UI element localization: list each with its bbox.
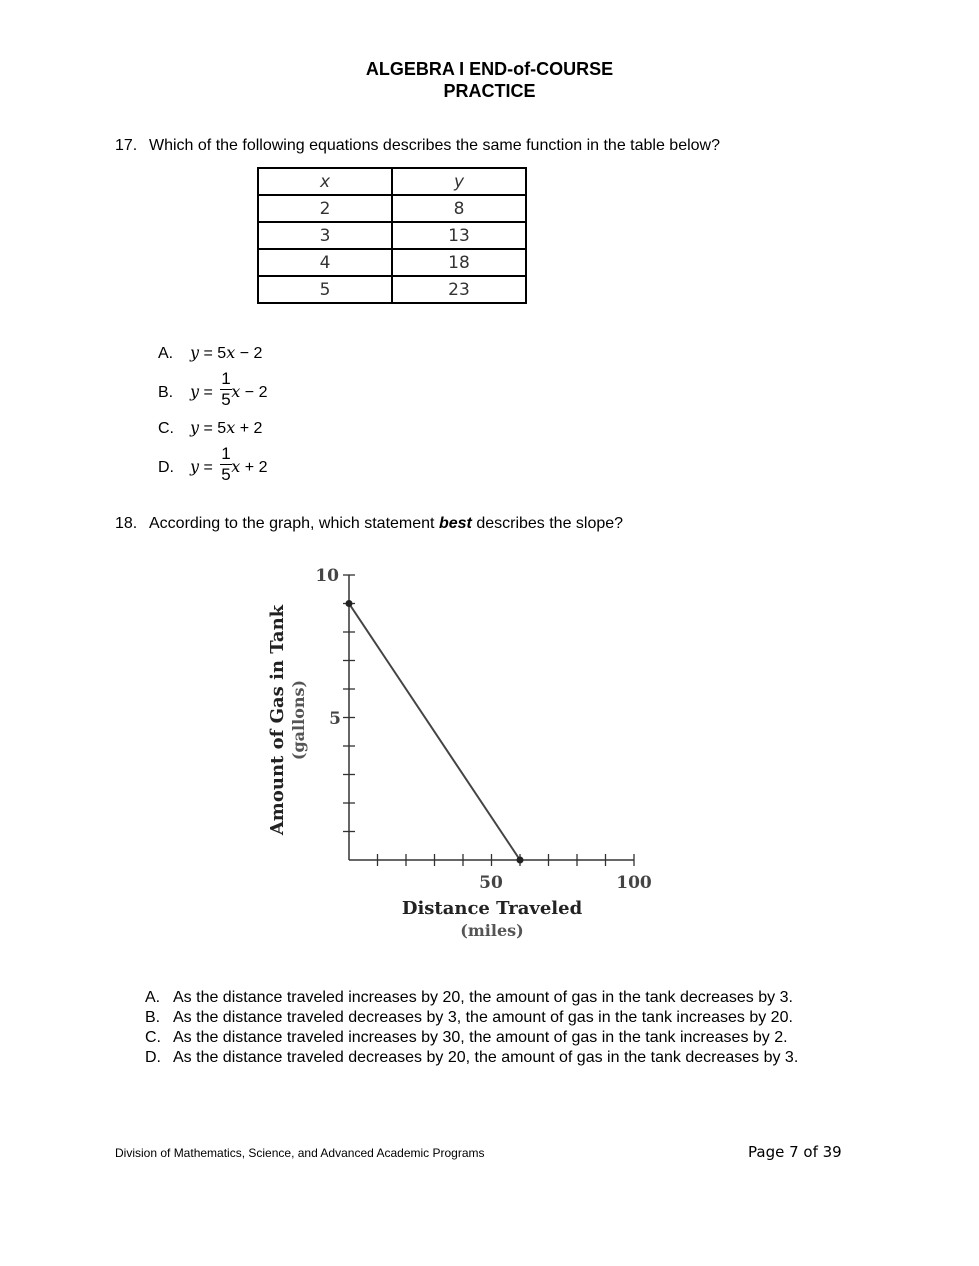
question-18-number: 18. — [115, 515, 138, 532]
choice-label: D. — [145, 1049, 161, 1066]
x-axis-label: Distance Traveled — [401, 898, 583, 919]
choice-label: C. — [158, 420, 174, 437]
table-cell: 3 — [258, 222, 392, 249]
x-axis-unit: (miles) — [460, 921, 524, 940]
y-axis-unit: (gallons) — [289, 679, 308, 761]
table-cell: 13 — [392, 222, 526, 249]
math-op: = — [203, 459, 213, 476]
question-17 — [115, 136, 720, 156]
table-header-x: x — [258, 168, 392, 195]
fraction-denominator: 5 — [221, 465, 231, 484]
xy-table — [257, 167, 527, 304]
footer-page-number: Page 7 of 39 — [748, 1143, 842, 1161]
q17-choice-a[interactable] — [158, 343, 262, 364]
choice-text: As the distance traveled increases by 20, the amount of gas in the tank decreases by 3. — [173, 989, 793, 1006]
choice-label: A. — [158, 345, 174, 362]
table-header-row — [258, 168, 526, 195]
q17-choice-b[interactable] — [158, 382, 267, 403]
math-const: 2 — [258, 459, 268, 476]
q17-choice-d[interactable] — [158, 457, 267, 478]
math-op: = — [203, 345, 213, 362]
choice-text: As the distance traveled increases by 30, the amount of gas in the tank increases by 2. — [173, 1029, 788, 1046]
choice-text: As the distance traveled decreases by 20, the amount of gas in the tank decreases by 3. — [173, 1049, 799, 1066]
q18-choice-d[interactable] — [145, 1048, 798, 1068]
math-var: y — [190, 343, 200, 362]
table-cell: 4 — [258, 249, 392, 276]
gas-distance-graph — [255, 560, 665, 950]
math-op: = — [203, 384, 213, 401]
choice-label: A. — [145, 989, 161, 1006]
math-const: 2 — [253, 345, 263, 362]
fraction-numerator: 1 — [221, 369, 231, 388]
question-18-emphasis: best — [438, 515, 472, 532]
math-const: 2 — [253, 420, 263, 437]
table-cell: 2 — [258, 195, 392, 222]
x-tick-label-100: 100 — [616, 873, 652, 893]
math-op: + — [244, 459, 255, 476]
math-var: x — [231, 457, 241, 476]
fraction-denominator: 5 — [221, 390, 231, 409]
y-axis-label: Amount of Gas in Tank — [267, 604, 288, 836]
math-op: = — [203, 420, 213, 437]
gas-line — [349, 604, 520, 861]
choice-label: C. — [145, 1029, 161, 1046]
math-var: x — [226, 418, 236, 437]
question-18-text: According to the graph, which statement — [149, 515, 435, 532]
math-op: − — [244, 384, 255, 401]
table-cell: 8 — [392, 195, 526, 222]
math-coef: 5 — [217, 345, 227, 362]
question-18 — [115, 514, 623, 534]
math-var: x — [231, 382, 241, 401]
x-tick-label-50: 50 — [479, 873, 503, 893]
choice-label: B. — [145, 1009, 161, 1026]
table-header-y: y — [392, 168, 526, 195]
choice-text: As the distance traveled decreases by 3, the amount of gas in the tank increases by 20. — [173, 1009, 793, 1026]
y-tick-label-10: 10 — [315, 566, 339, 586]
page-title: ALGEBRA I END-of-COURSE — [365, 59, 614, 79]
table-row — [258, 195, 526, 222]
question-18-text-end: describes the slope? — [476, 515, 624, 532]
data-point — [346, 600, 353, 607]
math-const: 2 — [258, 384, 268, 401]
q18-choice-a[interactable] — [145, 988, 793, 1008]
math-var: x — [226, 343, 236, 362]
q18-choice-c[interactable] — [145, 1028, 788, 1048]
data-point — [517, 857, 524, 864]
question-17-number: 17. — [115, 137, 138, 154]
question-17-text: Which of the following equations describes the same function in the table below? — [149, 137, 721, 154]
fraction-one-fifth — [218, 370, 234, 409]
page-subtitle: PRACTICE — [443, 81, 536, 101]
table-cell: 5 — [258, 276, 392, 303]
fraction-one-fifth — [218, 445, 234, 484]
table-row — [258, 222, 526, 249]
q18-choice-b[interactable] — [145, 1008, 793, 1028]
footer-division: Division of Mathematics, Science, and Advanced Academic Programs — [115, 1146, 485, 1160]
table-cell: 23 — [392, 276, 526, 303]
q17-choice-c[interactable] — [158, 418, 262, 439]
fraction-numerator: 1 — [221, 444, 231, 463]
table-row — [258, 249, 526, 276]
choice-label: B. — [158, 384, 174, 401]
math-coef: 5 — [217, 420, 227, 437]
math-var: y — [190, 418, 200, 437]
math-var: y — [190, 457, 200, 476]
y-tick-label-5: 5 — [329, 709, 341, 729]
math-op: − — [239, 345, 250, 362]
table-cell: 18 — [392, 249, 526, 276]
math-var: y — [190, 382, 200, 401]
choice-label: D. — [158, 459, 174, 476]
math-op: + — [239, 420, 250, 437]
table-row — [258, 276, 526, 303]
